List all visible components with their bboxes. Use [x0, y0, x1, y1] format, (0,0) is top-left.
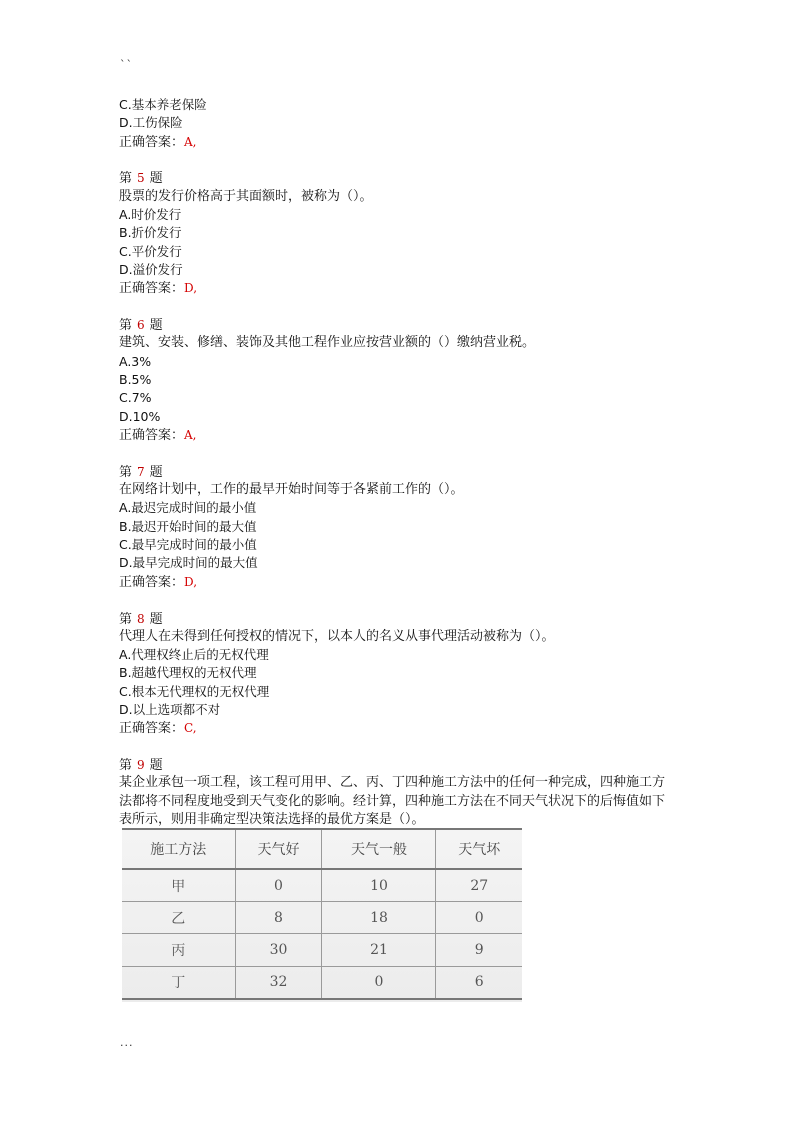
question-prefix: 第: [119, 464, 133, 480]
option-d: D.10%: [119, 408, 161, 424]
option-d: D.最早完成时间的最大值: [119, 555, 258, 571]
table-cell: 乙: [122, 902, 235, 934]
table-header-row: [122, 829, 522, 869]
answer-line: [119, 133, 679, 151]
question-heading: [119, 756, 679, 774]
question-suffix: 题: [149, 464, 163, 480]
regret-value-table: [122, 828, 522, 1000]
answer-line: [119, 573, 679, 591]
question-heading: [119, 463, 679, 481]
question-number: 9: [137, 758, 145, 773]
question-number: 5: [137, 171, 145, 186]
option-c: C.平价发行: [119, 243, 182, 259]
answer-value: D,: [184, 281, 198, 296]
question-stem: 股票的发行价格高于其面额时，被称为（）。: [119, 188, 373, 204]
option-a: A.时价发行: [119, 207, 182, 223]
footer-mark: ...: [120, 1036, 134, 1049]
question-prefix: 第: [119, 758, 133, 774]
question-prefix: 第: [119, 318, 133, 334]
option-c: C.根本无代理权的无权代理: [119, 683, 270, 699]
question-list: [119, 96, 679, 829]
table-row: [122, 869, 522, 902]
option-b: B.折价发行: [119, 225, 182, 241]
question-prefix: 第: [119, 171, 133, 187]
question-suffix: 题: [149, 611, 163, 627]
option-b: B.最迟开始时间的最大值: [119, 518, 257, 534]
answer-label: 正确答案：: [119, 721, 185, 737]
question-heading: [119, 316, 679, 334]
table-cell: 甲: [122, 869, 235, 902]
question-heading: [119, 610, 679, 628]
table-cell: 8: [235, 902, 322, 934]
table-cell: 32: [235, 966, 322, 999]
option-d: D.溢价发行: [119, 261, 183, 277]
question-suffix: 题: [149, 318, 163, 334]
question-stem: 在网络计划中，工作的最早开始时间等于各紧前工作的（）。: [119, 482, 464, 498]
question-heading: [119, 169, 679, 187]
answer-line: [119, 719, 679, 737]
table-cell: 6: [436, 966, 522, 999]
question-suffix: 题: [149, 171, 163, 187]
table-cell: 21: [322, 934, 436, 966]
table-header-cell: 天气坏: [436, 829, 522, 869]
regret-value-table-image: [122, 828, 522, 1002]
option-a: A.最迟完成时间的最小值: [119, 500, 257, 516]
option-a: A.3%: [119, 353, 152, 369]
table-cell: 丁: [122, 966, 235, 999]
option-c: C.7%: [119, 390, 152, 406]
table-cell: 0: [436, 902, 522, 934]
question-number: 6: [137, 318, 145, 333]
table-header-cell: 天气一般: [322, 829, 436, 869]
question-number: 8: [137, 611, 145, 626]
answer-line: [119, 279, 679, 297]
table-cell: 9: [436, 934, 522, 966]
question-number: 7: [137, 464, 145, 479]
option-d: D.工伤保险: [119, 115, 183, 131]
table-cell: 0: [322, 966, 436, 999]
question-suffix: 题: [149, 758, 163, 774]
question-prefix: 第: [119, 611, 133, 627]
table-cell: 0: [235, 869, 322, 902]
header-mark: ``: [120, 58, 133, 71]
answer-label: 正确答案：: [119, 427, 185, 443]
table-row: [122, 902, 522, 934]
table-cell: 30: [235, 934, 322, 966]
option-d: D.以上选项都不对: [119, 701, 221, 717]
question-stem: 代理人在未得到任何授权的情况下，以本人的名义从事代理活动被称为（）。: [119, 628, 555, 644]
option-c: C.基本养老保险: [119, 97, 207, 112]
answer-label: 正确答案：: [119, 281, 185, 297]
table-cell: 丙: [122, 934, 235, 966]
table-row: [122, 966, 522, 999]
option-b: B.超越代理权的无权代理: [119, 665, 257, 681]
answer-value: A,: [184, 134, 197, 149]
table-cell: 18: [322, 902, 436, 934]
table-header-cell: 天气好: [235, 829, 322, 869]
answer-label: 正确答案：: [119, 134, 185, 150]
question-stem: 某企业承包一项工程，该工程可用甲、乙、丙、丁四种施工方法中的任何一种完成，四种施工方法都将不同程度地受到天气变化的影响。经计算，四种施工方法在不同天气状况下的后悔值如下表所示，则用非确定型决策法选择的最优方案是（）。: [119, 775, 666, 828]
answer-value: C,: [184, 721, 197, 736]
answer-value: D,: [184, 574, 198, 589]
table-cell: 10: [322, 869, 436, 902]
answer-line: [119, 426, 679, 444]
option-c: C.最早完成时间的最小值: [119, 537, 257, 553]
table-row: [122, 934, 522, 966]
option-b: B.5%: [119, 372, 152, 388]
table-cell: 27: [436, 869, 522, 902]
answer-label: 正确答案：: [119, 574, 185, 590]
option-a: A.代理权终止后的无权代理: [119, 647, 269, 663]
question-stem: 建筑、安装、修缮、装饰及其他工程作业应按营业额的（）缴纳营业税。: [119, 335, 536, 351]
table-header-cell: 施工方法: [122, 829, 235, 869]
answer-value: A,: [184, 427, 197, 442]
